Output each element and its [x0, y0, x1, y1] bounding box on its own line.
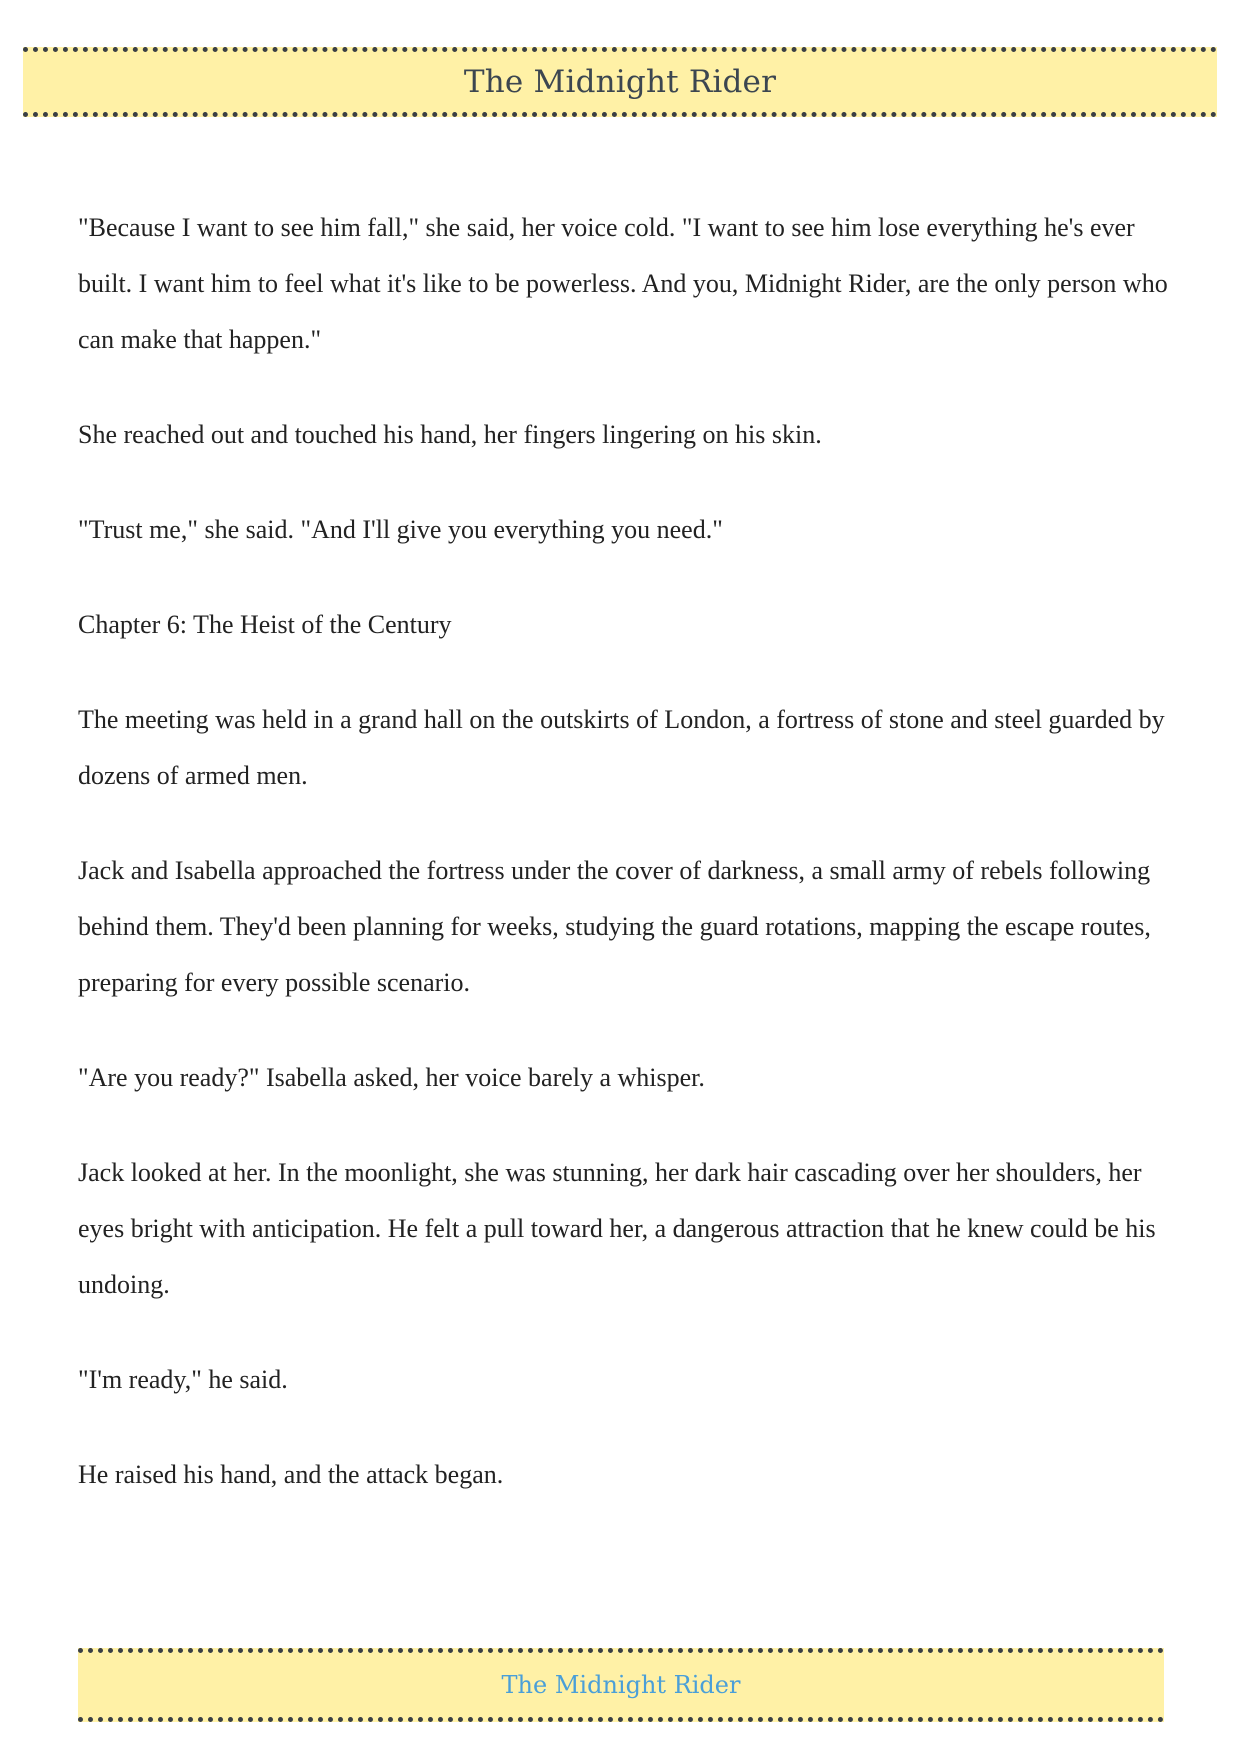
page-body: [78, 200, 1168, 1542]
paragraph: "I'm ready," he said.: [78, 1365, 288, 1394]
paragraph: "Trust me," she said. "And I'll give you everything you need.": [78, 515, 723, 544]
footer-title: The Midnight Rider: [501, 1671, 741, 1699]
paragraph: Jack and Isabella approached the fortress under the cover of darkness, a small army of rebels following behind them. They'd been planning for weeks, studying the guard rotations, mapping the escape routes, preparing for every possible scenario.: [78, 856, 1151, 997]
paragraph: She reached out and touched his hand, her fingers lingering on his skin.: [78, 420, 822, 449]
paragraph: The meeting was held in a grand hall on the outskirts of London, a fortress of stone and steel guarded by dozens of armed men.: [78, 705, 1165, 790]
chapter-heading: Chapter 6: The Heist of the Century: [78, 610, 452, 639]
paragraph: He raised his hand, and the attack began.: [78, 1460, 504, 1489]
paragraph: "Because I want to see him fall," she said, her voice cold. "I want to see him lose everything he's ever built. I want him to feel what it's like to be powerless. And you, Midnight Rider, are the only person who can make that happen.": [78, 213, 1168, 354]
page-header: [23, 47, 1217, 117]
page-footer: [78, 1648, 1164, 1722]
header-title: The Midnight Rider: [463, 64, 777, 100]
paragraph: Jack looked at her. In the moonlight, she was stunning, her dark hair cascading over her shoulders, her eyes bright with anticipation. He felt a pull toward her, a dangerous attraction that he knew could be his undoing.: [78, 1158, 1156, 1299]
paragraph: "Are you ready?" Isabella asked, her voice barely a whisper.: [78, 1063, 705, 1092]
